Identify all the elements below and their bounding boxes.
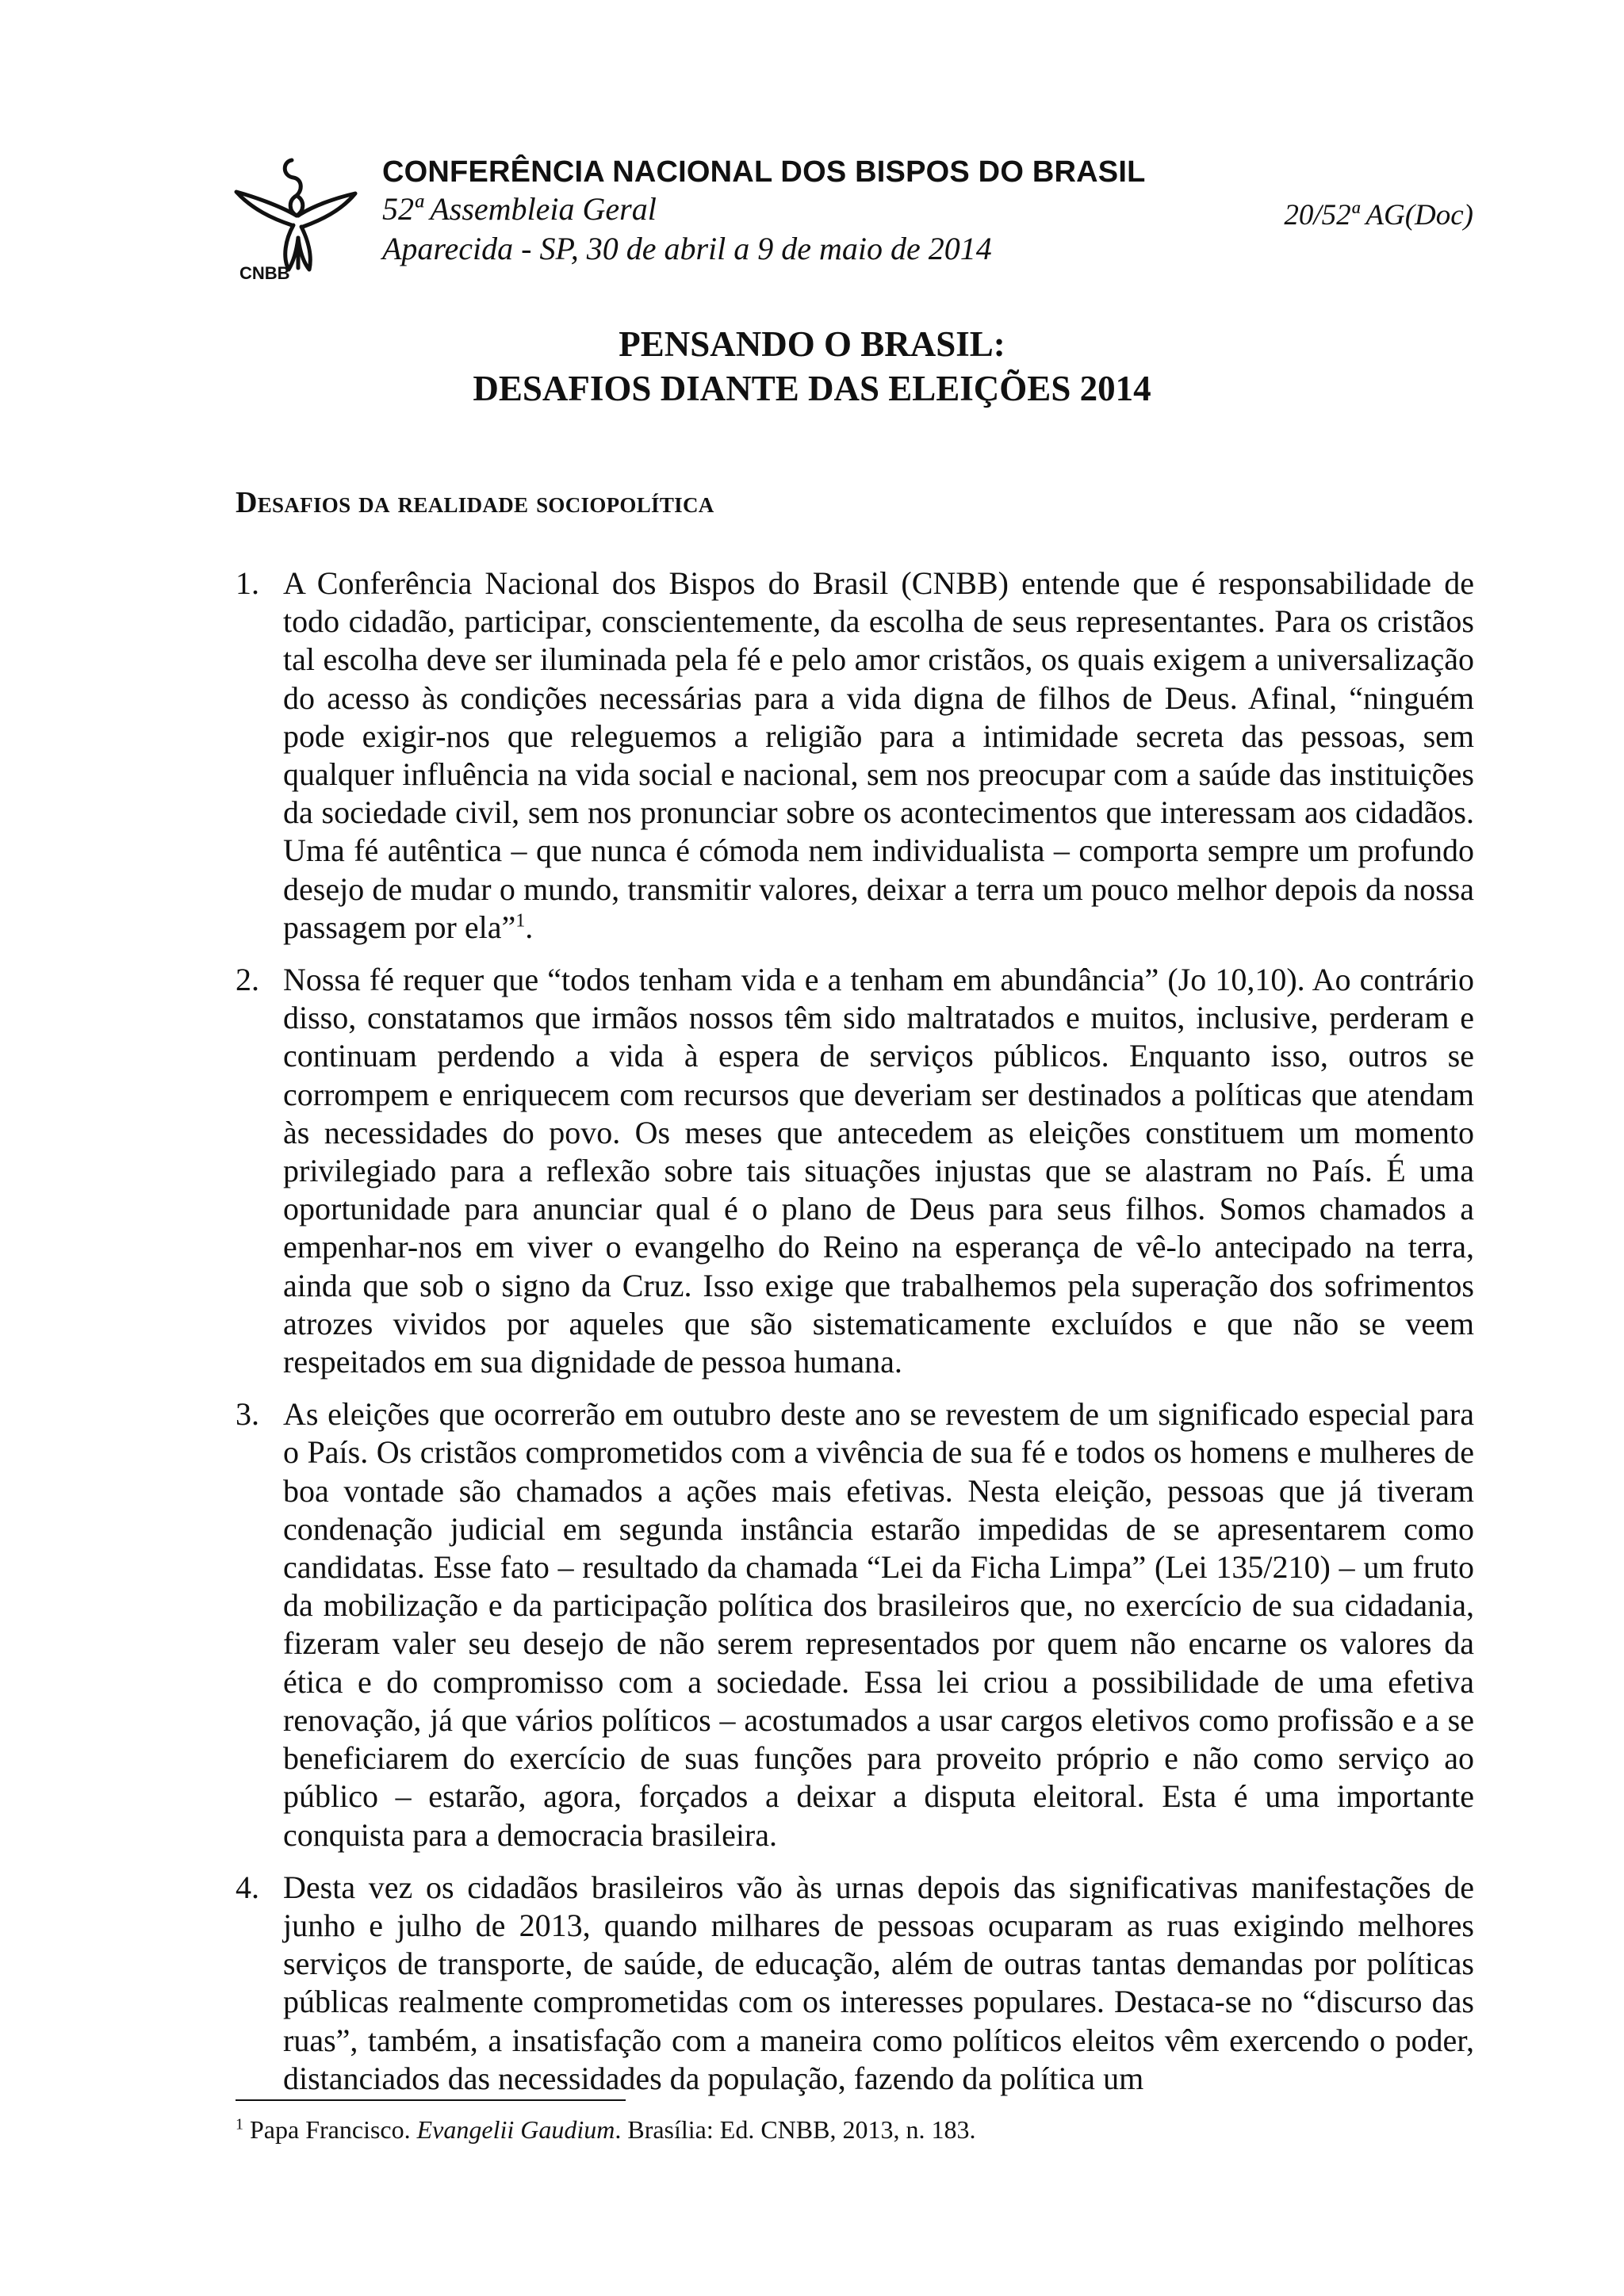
paragraph-number: 4. (236, 1869, 259, 1905)
document-title (0, 322, 1624, 411)
paragraph-number: 1. (236, 565, 259, 601)
footnote (236, 2115, 975, 2145)
paragraph-text: Desta vez os cidadãos brasileiros vão às urnas depois das significativas manifestações de junho e julho de 2013, quando milhares de pessoas ocuparam as ruas exigindo melhores serviços de transporte, de saúde, de educação, além de outras tantas demandas por políticas públicas realmente comprometidas com os interesses populares. Destaca-se no “discurso das ruas”, também, a insatisfação com a maneira como políticos eleitos vêm exercendo o poder, distanciados das necessidades da população, fazendo da política um (283, 1869, 1474, 2096)
paragraph-2 (236, 961, 1474, 1381)
assembly-name: 52ª Assembleia Geral (382, 191, 657, 227)
paragraph-number: 3. (236, 1396, 259, 1433)
paragraph-1 (236, 564, 1474, 947)
logo-text: CNBB (239, 263, 290, 283)
paragraph-text: Nossa fé requer que “todos tenham vida e a tenham em abundância” (Jo 10,10). Ao contrário disso, constatamos que irmãos nossos têm sido maltratados e muitos, inclusive, perderam e continuam perdendo a vida à espera de serviços públicos. Enquanto isso, outros se corrompem e enriquecem com recursos que deveriam ser destinados a políticas que atendam às necessidades do povo. Os meses que antecedem as eleições constituem um momento privilegiado para a reflexão sobre tais situações injustas que se alastram no País. É uma oportunidade para anunciar qual é o plano de Deus para seus filhos. Somos chamados a empenhar-nos em viver o evangelho do Reino na esperança de vê-lo antecipado na terra, ainda que sob o signo da Cruz. Isso exige que trabalhemos pela superação dos sofrimentos atrozes vividos por aqueles que são sistematicamente excluídos e que não se veem respeitados em sua dignidade de pessoa humana. (283, 962, 1474, 1380)
paragraph-tail: . (525, 909, 534, 945)
title-line-1: PENSANDO O BRASIL: (619, 324, 1005, 364)
paragraph-text: A Conferência Nacional dos Bispos do Brasil (CNBB) entende que é responsabilidade de todo cidadão, participar, conscientemente, da escolha de seus representantes. Para os cristãos tal escolha deve ser iluminada pela fé e pelo amor cristãos, os quais exigem a universalização do acesso às condições necessárias para a vida digna de filhos de Deus. Afinal, “ninguém pode exigir-nos que releguemos a religião para a intimidade secreta das pessoas, sem qualquer influência na vida social e nacional, sem nos preocupar com a saúde das instituições da sociedade civil, sem nos pronunciar sobre os acontecimentos que interessam aos cidadãos. Uma fé autêntica – que nunca é cómoda nem individualista – comporta sempre um profundo desejo de mudar o mundo, transmitir valores, deixar a terra um pouco melhor depois da nossa passagem por ela” (283, 565, 1474, 945)
paragraph-list (236, 564, 1474, 2112)
paragraph-4 (236, 1869, 1474, 2098)
organization-title: CONFERÊNCIA NACIONAL DOS BISPOS DO BRASIL (382, 155, 1146, 189)
paragraph-number: 2. (236, 962, 259, 998)
assembly-location-dates: Aparecida - SP, 30 de abril a 9 de maio de 2014 (382, 231, 992, 266)
cnbb-logo (230, 151, 365, 285)
footnote-divider (236, 2099, 626, 2101)
footnote-author: Papa Francisco. (250, 2115, 417, 2144)
dove-cross-icon (230, 151, 365, 285)
title-line-2: DESAFIOS DIANTE DAS ELEIÇÕES 2014 (473, 369, 1151, 408)
section-heading: Desafios da realidade sociopolítica (236, 486, 714, 519)
footnote-reference[interactable]: 1 (515, 910, 526, 932)
footnote-work-title: Evangelii Gaudium (416, 2115, 615, 2144)
footnote-citation: . Brasília: Ed. CNBB, 2013, n. 183. (615, 2115, 976, 2144)
paragraph-text: As eleições que ocorrerão em outubro deste ano se revestem de um significado especial para o País. Os cristãos comprometidos com a vivência de sua fé e todos os homens e mulheres de boa vontade são chamados a ações mais efetivas. Nesta eleição, pessoas que já tiveram condenação judicial em segunda instância estarão impedidas de se apresentarem como candidatas. Esse fato – resultado da chamada “Lei da Ficha Limpa” (Lei 135/210) – um fruto da mobilização e da participação política dos brasileiros que, no exercício de sua cidadania, fizeram valer seu desejo de não serem representados por quem não encarne os valores da ética e do compromisso com a sociedade. Essa lei criou a possibilidade de uma efetiva renovação, já que vários políticos – acostumados a usar cargos eletivos como profissão e a se beneficiarem do exercício de suas funções para proveito próprio e não como serviço ao público – estarão, agora, forçados a deixar a disputa eleitoral. Esta é uma importante conquista para a democracia brasileira. (283, 1396, 1474, 1853)
paragraph-3 (236, 1395, 1474, 1854)
footnote-marker: 1 (236, 2115, 243, 2133)
document-code: 20/52ª AG(Doc) (1284, 199, 1473, 232)
